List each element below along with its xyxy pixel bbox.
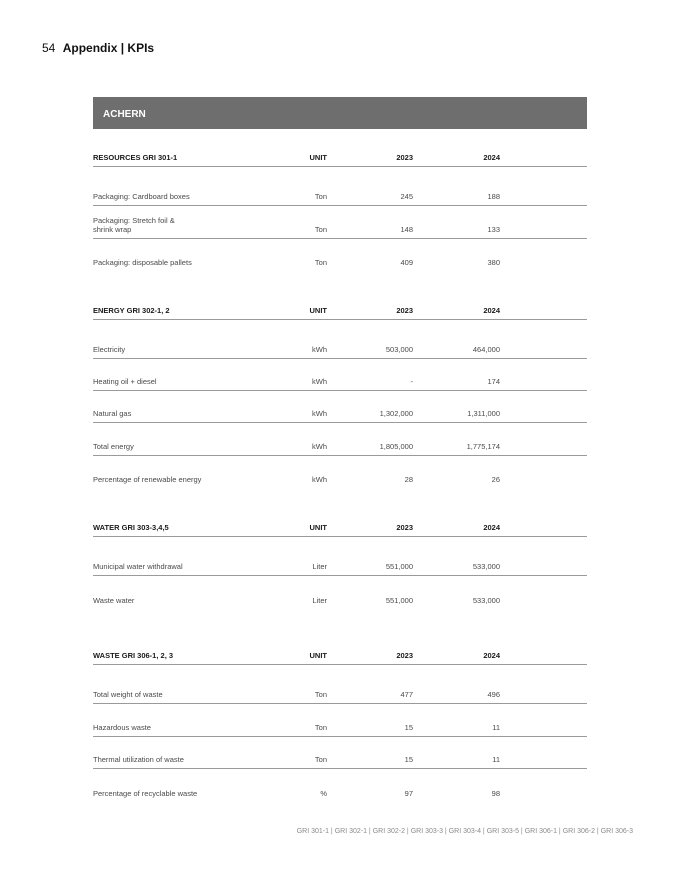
table-row bbox=[93, 239, 587, 271]
row-value-2023: - bbox=[410, 377, 413, 386]
row-label: Total energy bbox=[93, 442, 134, 451]
row-value-2024: 533,000 bbox=[472, 562, 500, 571]
row-value-2023: 97 bbox=[404, 789, 413, 798]
row-unit: % bbox=[320, 789, 327, 798]
row-value-2024: 188 bbox=[487, 192, 500, 201]
row-value-2024: 98 bbox=[491, 789, 500, 798]
row-value-2023: 245 bbox=[400, 192, 413, 201]
year-2023-header: 2023 bbox=[396, 651, 413, 660]
table-row bbox=[93, 537, 587, 576]
row-unit: Ton bbox=[314, 755, 327, 764]
table-row bbox=[93, 391, 587, 423]
section-heading: WASTE GRI 306-1, 2, 3 bbox=[93, 651, 174, 660]
table-row bbox=[93, 359, 587, 391]
table-row bbox=[93, 737, 587, 769]
row-label: Packaging: Stretch foil & shrink wrap bbox=[93, 216, 175, 234]
row-value-2023: 28 bbox=[404, 475, 413, 484]
year-2024-header: 2024 bbox=[483, 523, 500, 532]
row-value-2024: 26 bbox=[491, 475, 500, 484]
section-heading: ENERGY GRI 302-1, 2 bbox=[93, 306, 170, 315]
row-label: Total weight of waste bbox=[93, 690, 163, 699]
row-value-2024: 533,000 bbox=[472, 596, 500, 605]
table-row bbox=[93, 167, 587, 206]
unit-header: UNIT bbox=[309, 651, 327, 660]
table-row bbox=[93, 704, 587, 737]
row-label: Thermal utilization of waste bbox=[93, 755, 184, 764]
year-2024-header: 2024 bbox=[483, 153, 500, 162]
row-unit: kWh bbox=[312, 345, 327, 354]
resources-table bbox=[93, 147, 587, 271]
table-header bbox=[93, 147, 587, 167]
row-unit: kWh bbox=[312, 475, 327, 484]
year-2024-header: 2024 bbox=[483, 651, 500, 660]
year-2024-header: 2024 bbox=[483, 306, 500, 315]
row-value-2024: 133 bbox=[487, 225, 500, 234]
row-value-2024: 380 bbox=[487, 258, 500, 267]
row-label: Packaging: disposable pallets bbox=[93, 258, 192, 267]
table-header bbox=[93, 300, 587, 320]
row-value-2023: 148 bbox=[400, 225, 413, 234]
row-unit: kWh bbox=[312, 409, 327, 418]
row-value-2023: 15 bbox=[404, 755, 413, 764]
row-value-2024: 11 bbox=[492, 723, 500, 732]
row-label: Electricity bbox=[93, 345, 126, 354]
page-number: 54 bbox=[42, 41, 56, 55]
section-heading: RESOURCES GRI 301-1 bbox=[93, 153, 178, 162]
row-value-2023: 1,302,000 bbox=[379, 409, 413, 418]
row-label: Percentage of recyclable waste bbox=[93, 789, 198, 798]
row-value-2024: 1,311,000 bbox=[467, 409, 500, 418]
waste-table bbox=[93, 645, 587, 802]
row-value-2024: 11 bbox=[492, 755, 500, 764]
row-unit: kWh bbox=[312, 442, 327, 451]
row-label: Municipal water withdrawal bbox=[93, 562, 183, 571]
unit-header: UNIT bbox=[309, 523, 327, 532]
gri-footer: GRI 301-1 | GRI 302-1 | GRI 302-2 | GRI 303-3 | GRI 303-4 | GRI 303-5 | GRI 306-1 | GRI 306-2 | GRI 306-3 bbox=[296, 828, 633, 835]
year-2023-header: 2023 bbox=[396, 306, 413, 315]
row-value-2023: 1,805,000 bbox=[379, 442, 413, 451]
table-row bbox=[93, 423, 587, 456]
table-row bbox=[93, 665, 587, 704]
page-title: Appendix | KPIs bbox=[62, 41, 155, 55]
row-label: Waste water bbox=[93, 596, 135, 605]
row-unit: Liter bbox=[312, 596, 327, 605]
row-label: Hazardous waste bbox=[93, 723, 151, 732]
unit-header: UNIT bbox=[309, 153, 327, 162]
row-unit: Ton bbox=[314, 192, 327, 201]
row-unit: Ton bbox=[314, 258, 327, 267]
row-value-2024: 496 bbox=[487, 690, 500, 699]
energy-table bbox=[93, 300, 587, 488]
table-header bbox=[93, 517, 587, 537]
row-unit: kWh bbox=[312, 377, 327, 386]
table-row bbox=[93, 320, 587, 359]
water-table bbox=[93, 517, 587, 609]
year-2023-header: 2023 bbox=[396, 153, 413, 162]
row-label: Packaging: Cardboard boxes bbox=[93, 192, 190, 201]
row-label: Heating oil + diesel bbox=[93, 377, 157, 386]
row-value-2023: 551,000 bbox=[385, 596, 413, 605]
row-unit: Ton bbox=[314, 690, 327, 699]
row-value-2023: 503,000 bbox=[385, 345, 413, 354]
row-label: Percentage of renewable energy bbox=[93, 475, 202, 484]
unit-header: UNIT bbox=[309, 306, 327, 315]
row-value-2023: 551,000 bbox=[385, 562, 413, 571]
row-value-2024: 1,775,174 bbox=[466, 442, 500, 451]
row-unit: Ton bbox=[314, 723, 327, 732]
row-value-2024: 174 bbox=[487, 377, 500, 386]
row-value-2023: 477 bbox=[400, 690, 413, 699]
table-header bbox=[93, 645, 587, 665]
site-banner: ACHERN bbox=[93, 97, 587, 129]
table-row bbox=[93, 206, 587, 239]
row-unit: Liter bbox=[312, 562, 327, 571]
table-row bbox=[93, 769, 587, 802]
table-row bbox=[93, 576, 587, 609]
row-value-2023: 409 bbox=[400, 258, 413, 267]
year-2023-header: 2023 bbox=[396, 523, 413, 532]
page-header bbox=[42, 41, 154, 55]
row-value-2024: 464,000 bbox=[472, 345, 500, 354]
section-heading: WATER GRI 303-3,4,5 bbox=[93, 523, 169, 532]
row-value-2023: 15 bbox=[404, 723, 413, 732]
row-unit: Ton bbox=[314, 225, 327, 234]
row-label: Natural gas bbox=[93, 409, 132, 418]
table-row bbox=[93, 456, 587, 488]
